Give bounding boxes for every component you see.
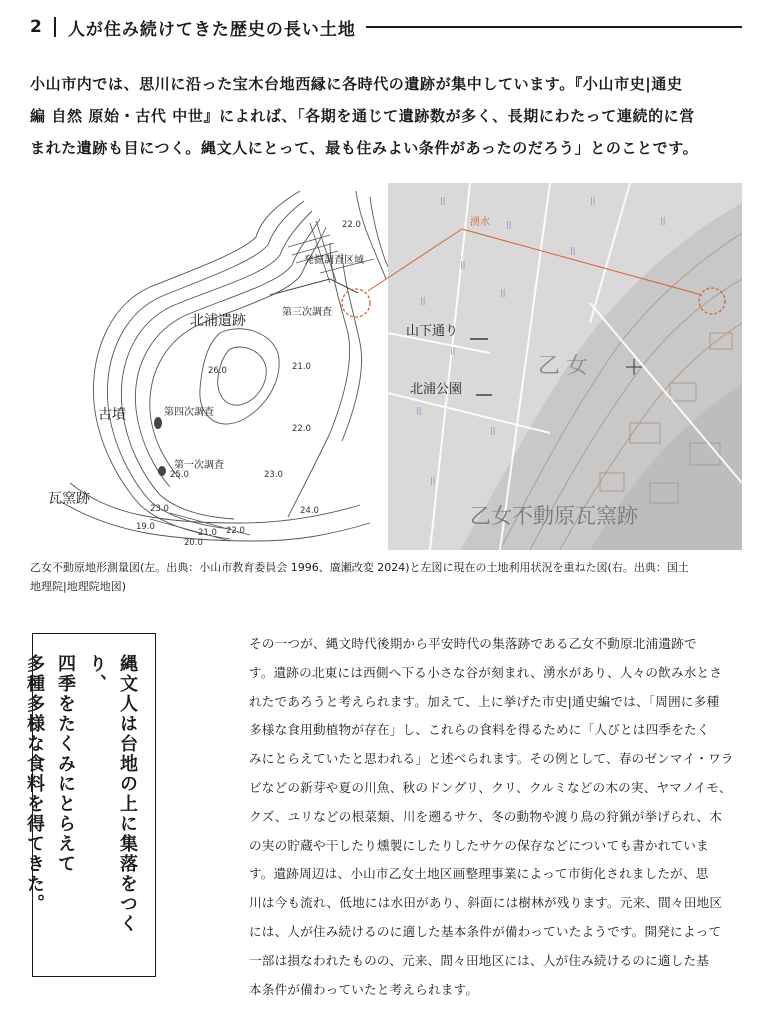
body-line: す。遺跡の北東には西側へ下る小さな谷が刻まれ、湧水があり、人々の飲み水とさ	[249, 664, 723, 680]
elevation-label: 21.0	[198, 528, 217, 538]
body-line: れたであろうと考えられます。加えて、上に挙げた市史|通史編では、「周囲に多種	[249, 693, 720, 709]
land-use-overlay-map	[388, 183, 742, 550]
heading-divider	[54, 17, 56, 37]
caption-line: 乙女不動原地形測量図(左。出典：小山市教育委員会 1996、廣瀬改変 2024)と左図に現在の土地利用状況を重ねた図(右。出典：国土	[30, 561, 689, 574]
body-line: ビなどの新芽や夏の川魚、秋のドングリ、クリ、クルミなどの木の実、ヤマノイモ、	[249, 779, 732, 795]
svg-text:||: ||	[660, 216, 666, 225]
body-line: 川は今も流れ、低地には水田があり、斜面には樹林が残ります。元来、間々田地区	[249, 895, 723, 911]
spring-label: 湧水	[470, 217, 490, 228]
svg-text:||: ||	[570, 246, 576, 255]
terrain-survey-map	[30, 183, 388, 550]
svg-text:||: ||	[450, 346, 456, 355]
svg-text:||: ||	[440, 196, 446, 205]
elevation-label: 19.0	[136, 522, 155, 532]
elevation-label: 21.0	[292, 362, 311, 372]
body-line: クズ、ユリなどの根菜類、川を遡るサケ、冬の動物や渡り鳥の狩猟が挙げられ、木	[249, 808, 722, 824]
heading-rule	[366, 26, 742, 28]
callout-line: 縄文人は台地の上に集落をつくり、	[86, 654, 138, 934]
district-label: 乙女	[538, 354, 595, 379]
tomb-label: 古墳	[98, 407, 126, 423]
site-label: 北浦遺跡	[190, 313, 246, 329]
elevation-label: 25.0	[170, 470, 189, 480]
survey1-label: 第一次調査	[174, 460, 224, 471]
survey3-label: 第三次調査	[282, 307, 332, 318]
body-line: 一部は損なわれたものの、元来、間々田地区には、人が住み続けるのに適した基	[249, 952, 710, 968]
body-line: の実の貯蔵や干したり燻製にしたりしたサケの保存などについても書かれていま	[249, 837, 709, 853]
kiln-label: 瓦窯跡	[48, 491, 90, 507]
svg-text:||: ||	[590, 196, 596, 205]
street-label: 山下通り	[406, 324, 459, 339]
svg-text:||: ||	[460, 260, 466, 269]
callout-text	[19, 654, 143, 964]
excavation-area-label: 発掘調査区域	[304, 255, 364, 266]
callout-box	[24, 633, 156, 977]
elevation-label: 22.0	[292, 424, 311, 434]
survey4-label: 第四次調査	[164, 407, 214, 418]
elevation-label: 23.0	[264, 470, 283, 480]
lead-line: 編 自然 原始・古代 中世』によれば、「各期を通じて遺跡数が多く、長期にわたって連続的に営	[30, 107, 695, 125]
lead-line: 小山市内では、思川に沿った宝木台地西縁に各時代の遺跡が集中しています。『小山市史|通史	[30, 75, 683, 93]
section-number: 2	[30, 17, 42, 37]
svg-text:||: ||	[430, 476, 436, 485]
elevation-label: 22.0	[342, 220, 361, 230]
lead-line: まれた遺跡も目につく。縄文人にとって、最も住みよい条件があったのだろう」とのことです。	[30, 139, 699, 157]
park-label: 北浦公園	[410, 382, 463, 397]
tomb-mound-icon	[154, 417, 162, 429]
elevation-label: 23.0	[150, 504, 169, 514]
elevation-label: 26.0	[208, 366, 227, 376]
section-heading	[30, 12, 742, 42]
svg-text:||: ||	[420, 296, 426, 305]
svg-text:||: ||	[500, 288, 506, 297]
body-line: その一つが、縄文時代後期から平安時代の集落跡である乙女不動原北浦遺跡で	[249, 636, 697, 651]
callout-line: 四季をたくみにとらえて	[55, 654, 76, 874]
survey-pit-icon	[158, 466, 166, 476]
body-line: には、人が住み続けるのに適した基本条件が備わっていたようです。開発によって	[249, 923, 722, 939]
svg-text:||: ||	[416, 406, 422, 415]
elevation-label: 20.0	[184, 538, 203, 548]
caption-line: 地理院|地理院地図)	[30, 580, 126, 593]
lead-paragraph	[30, 68, 742, 164]
svg-text:||: ||	[506, 220, 512, 229]
map-figure	[30, 183, 742, 550]
body-paragraph	[249, 630, 743, 1004]
body-line: 本条件が備わっていたと考えられます。	[249, 981, 479, 997]
svg-text:||: ||	[490, 426, 496, 435]
elevation-label: 24.0	[300, 506, 319, 516]
elevation-label: 22.0	[226, 526, 245, 536]
body-line: す。遺跡周辺は、小山市乙女土地区画整理事業によって市街化されましたが、思	[249, 866, 709, 882]
kiln-site-label: 乙女不動原瓦窯跡	[470, 504, 638, 528]
callout-line: 多種多様な食料を得てきた。	[24, 654, 45, 914]
body-line: 多様な食用動植物が存在」し、これらの食料を得るために「人びとは四季をたく	[249, 722, 710, 738]
body-line: みにとらえていたと思われる」と述べられます。その例として、春のゼンマイ・ワラ	[249, 751, 734, 767]
section-title: 人が住み続けてきた歴史の長い土地	[67, 19, 356, 40]
figure-caption	[30, 558, 742, 596]
